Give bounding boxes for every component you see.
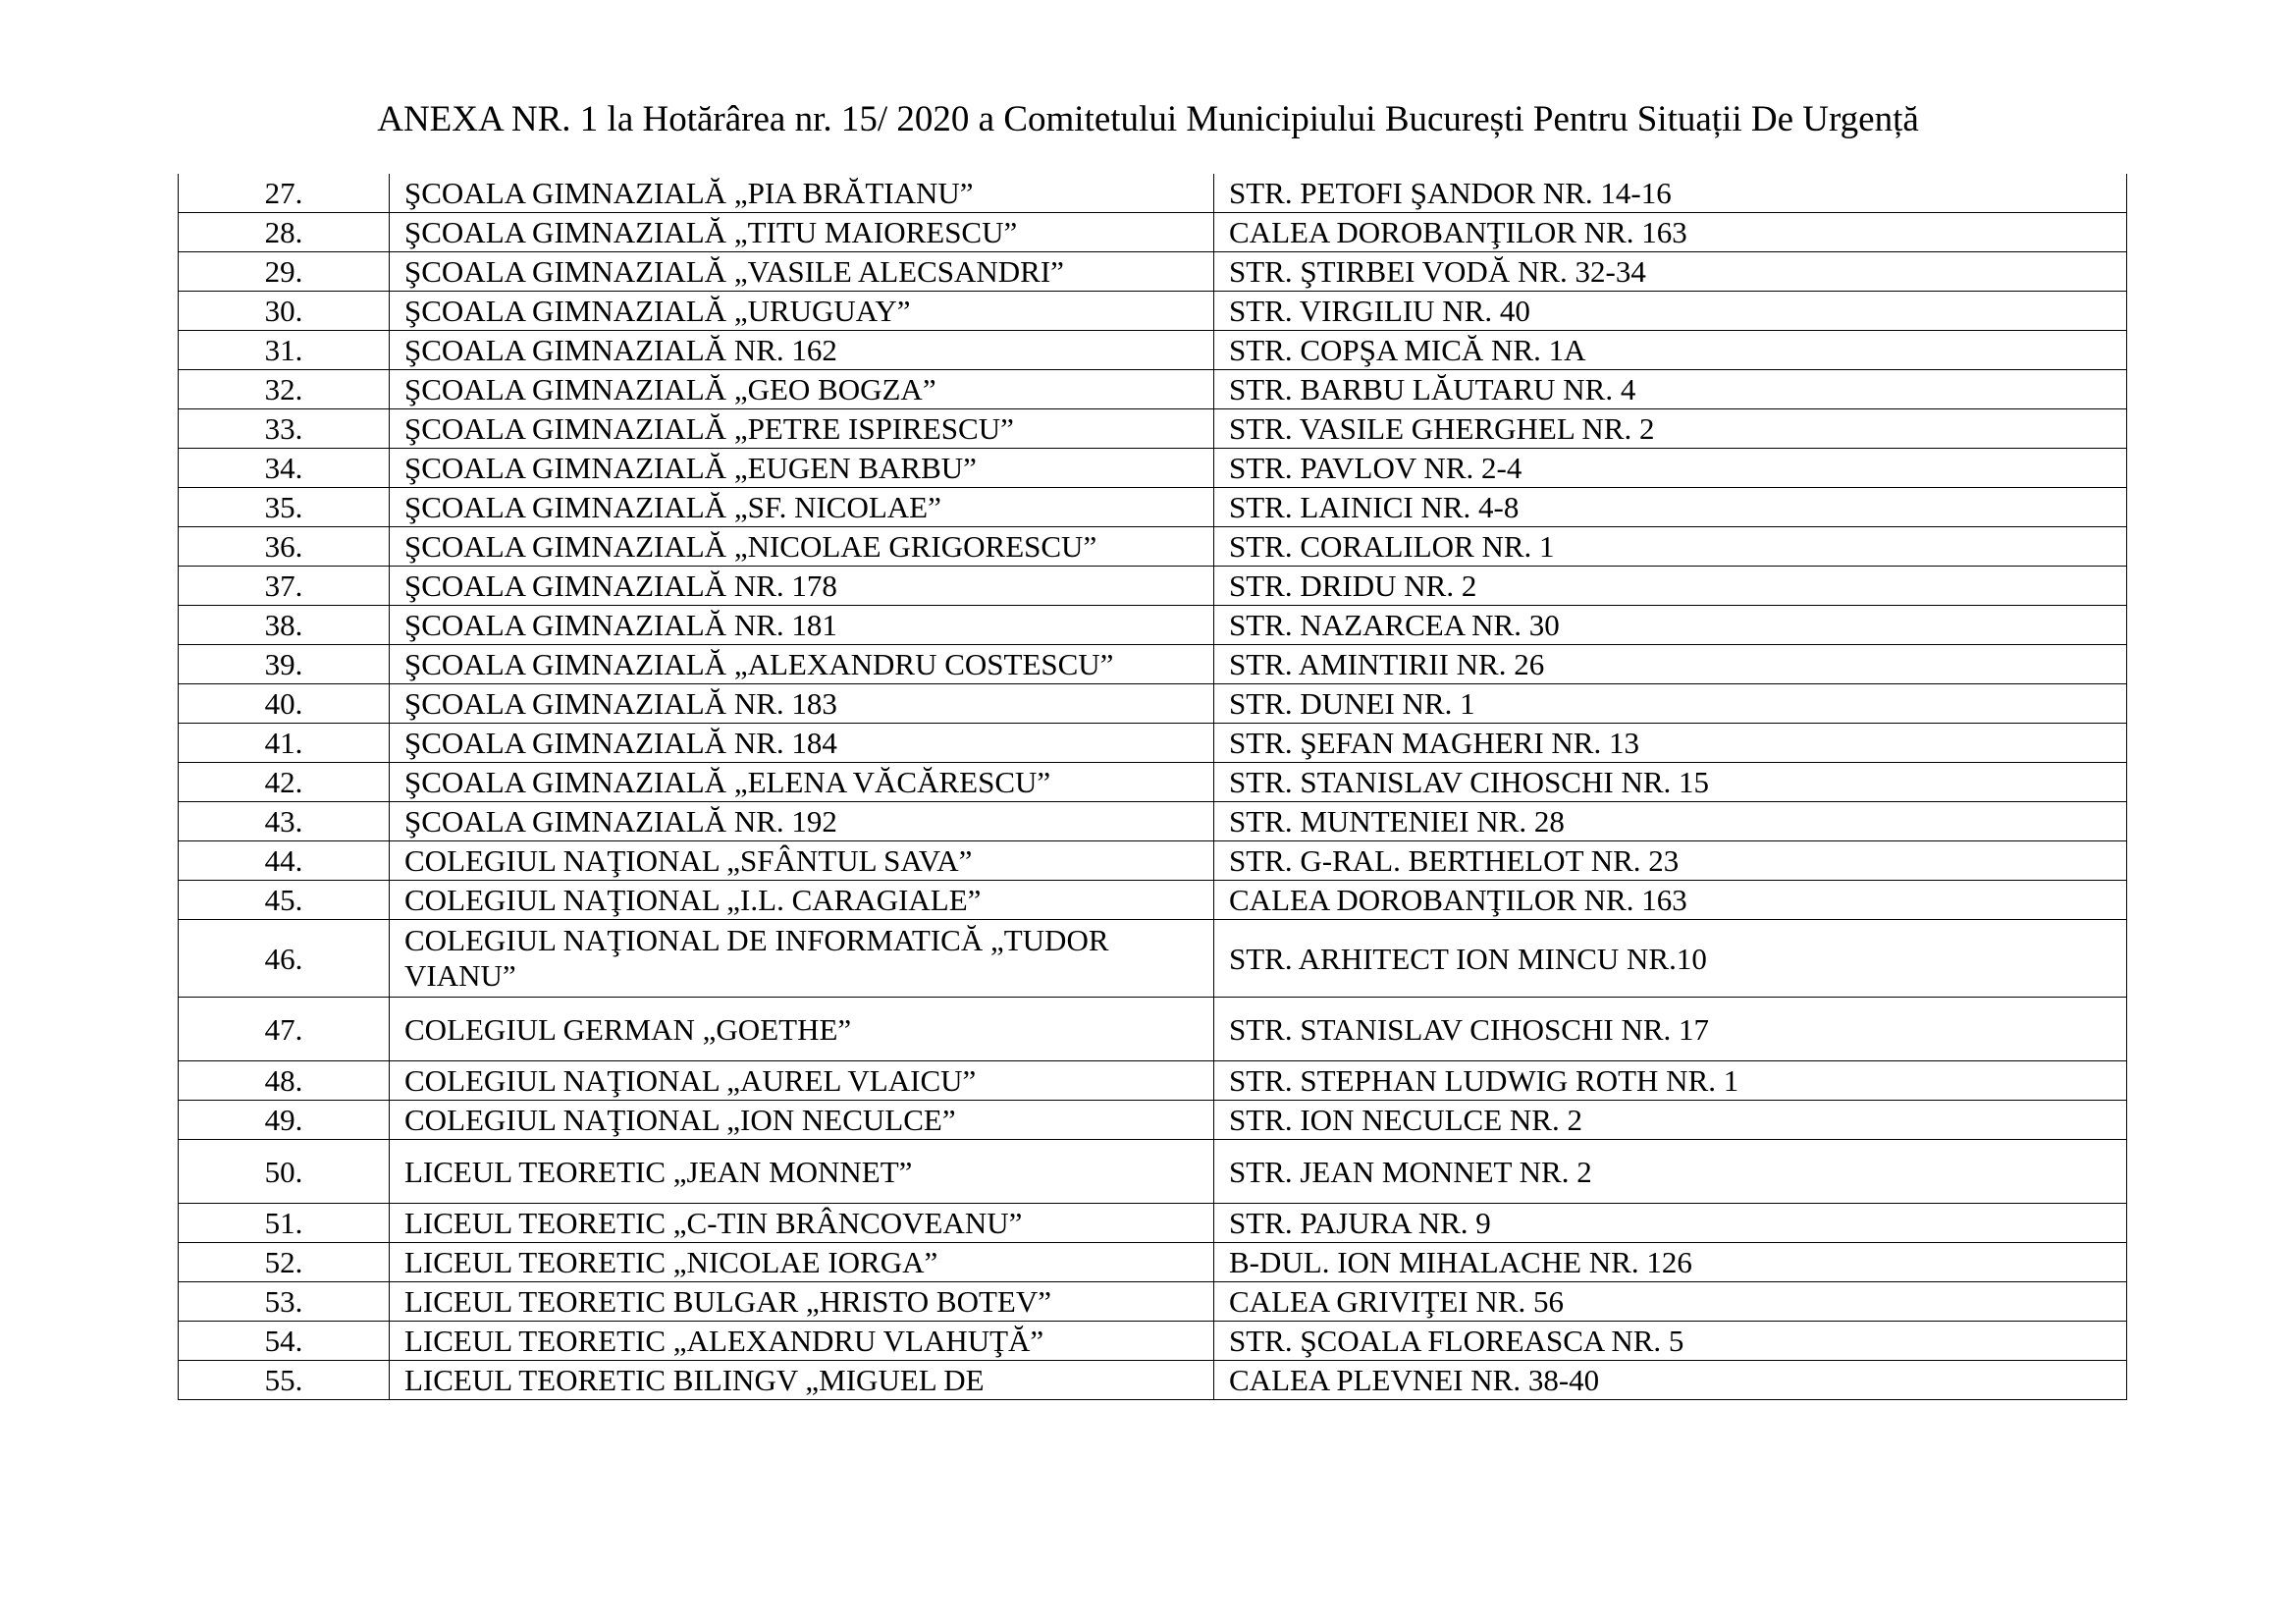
table-row [179,527,2127,567]
row-number: 42. [179,763,390,802]
school-address: STR. AMINTIRII NR. 26 [1214,645,2127,684]
table-row [179,252,2127,292]
school-name: ŞCOALA GIMNAZIALĂ „EUGEN BARBU” [390,449,1214,488]
school-name: LICEUL TEORETIC BILINGV „MIGUEL DE [390,1361,1214,1400]
table-row [179,1361,2127,1400]
table-row [179,292,2127,331]
row-number: 37. [179,567,390,606]
table-row [179,998,2127,1061]
table-row [179,1061,2127,1101]
table-row [179,488,2127,527]
row-number: 39. [179,645,390,684]
school-name: ŞCOALA GIMNAZIALĂ „NICOLAE GRIGORESCU” [390,527,1214,567]
school-name: ŞCOALA GIMNAZIALĂ NR. 184 [390,724,1214,763]
school-name: LICEUL TEORETIC „JEAN MONNET” [390,1140,1214,1204]
school-address: CALEA DOROBANŢILOR NR. 163 [1214,213,2127,252]
table-row [179,1101,2127,1140]
table-row [179,1322,2127,1361]
row-number: 27. [179,174,390,213]
school-address: STR. DRIDU NR. 2 [1214,567,2127,606]
school-address: CALEA DOROBANŢILOR NR. 163 [1214,881,2127,920]
school-address: STR. STEPHAN LUDWIG ROTH NR. 1 [1214,1061,2127,1101]
table-row [179,802,2127,841]
row-number: 29. [179,252,390,292]
page-title: ANEXA NR. 1 la Hotărârea nr. 15/ 2020 a Comitetului Municipiului București Pentru Situații De Urgență [377,99,1919,139]
school-address: STR. STANISLAV CIHOSCHI NR. 17 [1214,998,2127,1061]
row-number: 31. [179,331,390,370]
schools-table-container [178,174,2126,1400]
school-name: ŞCOALA GIMNAZIALĂ NR. 181 [390,606,1214,645]
row-number: 32. [179,370,390,409]
row-number: 34. [179,449,390,488]
school-address: STR. G-RAL. BERTHELOT NR. 23 [1214,841,2127,881]
school-address: STR. PAJURA NR. 9 [1214,1204,2127,1243]
row-number: 44. [179,841,390,881]
school-address: STR. PAVLOV NR. 2-4 [1214,449,2127,488]
row-number: 33. [179,409,390,449]
school-name: ŞCOALA GIMNAZIALĂ „URUGUAY” [390,292,1214,331]
table-row [179,213,2127,252]
row-number: 50. [179,1140,390,1204]
school-name: COLEGIUL NAŢIONAL „AUREL VLAICU” [390,1061,1214,1101]
table-row [179,645,2127,684]
row-number: 30. [179,292,390,331]
school-name: ŞCOALA GIMNAZIALĂ „VASILE ALECSANDRI” [390,252,1214,292]
school-name: COLEGIUL GERMAN „GOETHE” [390,998,1214,1061]
row-number: 51. [179,1204,390,1243]
school-address: STR. ARHITECT ION MINCU NR.10 [1214,920,2127,998]
row-number: 36. [179,527,390,567]
school-address: STR. CORALILOR NR. 1 [1214,527,2127,567]
school-address: STR. MUNTENIEI NR. 28 [1214,802,2127,841]
row-number: 38. [179,606,390,645]
table-row [179,606,2127,645]
school-address: STR. VASILE GHERGHEL NR. 2 [1214,409,2127,449]
row-number: 55. [179,1361,390,1400]
school-name: ŞCOALA GIMNAZIALĂ „PETRE ISPIRESCU” [390,409,1214,449]
school-name: ŞCOALA GIMNAZIALĂ NR. 162 [390,331,1214,370]
school-name: ŞCOALA GIMNAZIALĂ „PIA BRĂTIANU” [390,174,1214,213]
row-number: 28. [179,213,390,252]
table-row [179,1243,2127,1282]
school-name: LICEUL TEORETIC „ALEXANDRU VLAHUŢĂ” [390,1322,1214,1361]
school-address: STR. COPŞA MICĂ NR. 1A [1214,331,2127,370]
row-number: 48. [179,1061,390,1101]
school-address: STR. ŞCOALA FLOREASCA NR. 5 [1214,1322,2127,1361]
school-address: STR. ŞEFAN MAGHERI NR. 13 [1214,724,2127,763]
row-number: 45. [179,881,390,920]
table-row [179,881,2127,920]
school-name: ŞCOALA GIMNAZIALĂ NR. 178 [390,567,1214,606]
school-name: LICEUL TEORETIC BULGAR „HRISTO BOTEV” [390,1282,1214,1322]
table-row [179,370,2127,409]
row-number: 43. [179,802,390,841]
table-row [179,174,2127,213]
school-address: STR. VIRGILIU NR. 40 [1214,292,2127,331]
school-address: STR. PETOFI ŞANDOR NR. 14-16 [1214,174,2127,213]
school-name: COLEGIUL NAŢIONAL DE INFORMATICĂ „TUDOR VIANU” [390,920,1214,998]
school-address: B-DUL. ION MIHALACHE NR. 126 [1214,1243,2127,1282]
table-row [179,841,2127,881]
school-name: ŞCOALA GIMNAZIALĂ „ELENA VĂCĂRESCU” [390,763,1214,802]
table-row [179,1140,2127,1204]
table-row [179,449,2127,488]
school-address: STR. STANISLAV CIHOSCHI NR. 15 [1214,763,2127,802]
row-number: 47. [179,998,390,1061]
row-number: 54. [179,1322,390,1361]
row-number: 49. [179,1101,390,1140]
school-name: ŞCOALA GIMNAZIALĂ NR. 192 [390,802,1214,841]
school-name: ŞCOALA GIMNAZIALĂ „TITU MAIORESCU” [390,213,1214,252]
row-number: 53. [179,1282,390,1322]
table-row [179,1282,2127,1322]
school-address: STR. JEAN MONNET NR. 2 [1214,1140,2127,1204]
row-number: 41. [179,724,390,763]
school-address: STR. ŞTIRBEI VODĂ NR. 32-34 [1214,252,2127,292]
table-row [179,920,2127,998]
school-name: ŞCOALA GIMNAZIALĂ NR. 183 [390,684,1214,724]
schools-table [178,174,2127,1400]
school-name: LICEUL TEORETIC „NICOLAE IORGA” [390,1243,1214,1282]
table-row [179,1204,2127,1243]
school-address: CALEA GRIVIŢEI NR. 56 [1214,1282,2127,1322]
school-address: STR. NAZARCEA NR. 30 [1214,606,2127,645]
table-row [179,567,2127,606]
table-row [179,684,2127,724]
table-row [179,724,2127,763]
school-address: STR. ION NECULCE NR. 2 [1214,1101,2127,1140]
school-address: CALEA PLEVNEI NR. 38-40 [1214,1361,2127,1400]
school-name: COLEGIUL NAŢIONAL „SFÂNTUL SAVA” [390,841,1214,881]
row-number: 52. [179,1243,390,1282]
school-address: STR. BARBU LĂUTARU NR. 4 [1214,370,2127,409]
school-name: ŞCOALA GIMNAZIALĂ „SF. NICOLAE” [390,488,1214,527]
school-name: ŞCOALA GIMNAZIALĂ „GEO BOGZA” [390,370,1214,409]
school-name: LICEUL TEORETIC „C-TIN BRÂNCOVEANU” [390,1204,1214,1243]
school-address: STR. LAINICI NR. 4-8 [1214,488,2127,527]
school-address: STR. DUNEI NR. 1 [1214,684,2127,724]
row-number: 46. [179,920,390,998]
row-number: 35. [179,488,390,527]
school-name: COLEGIUL NAŢIONAL „I.L. CARAGIALE” [390,881,1214,920]
table-row [179,763,2127,802]
school-name: COLEGIUL NAŢIONAL „ION NECULCE” [390,1101,1214,1140]
table-row [179,409,2127,449]
school-name: ŞCOALA GIMNAZIALĂ „ALEXANDRU COSTESCU” [390,645,1214,684]
row-number: 40. [179,684,390,724]
table-row [179,331,2127,370]
